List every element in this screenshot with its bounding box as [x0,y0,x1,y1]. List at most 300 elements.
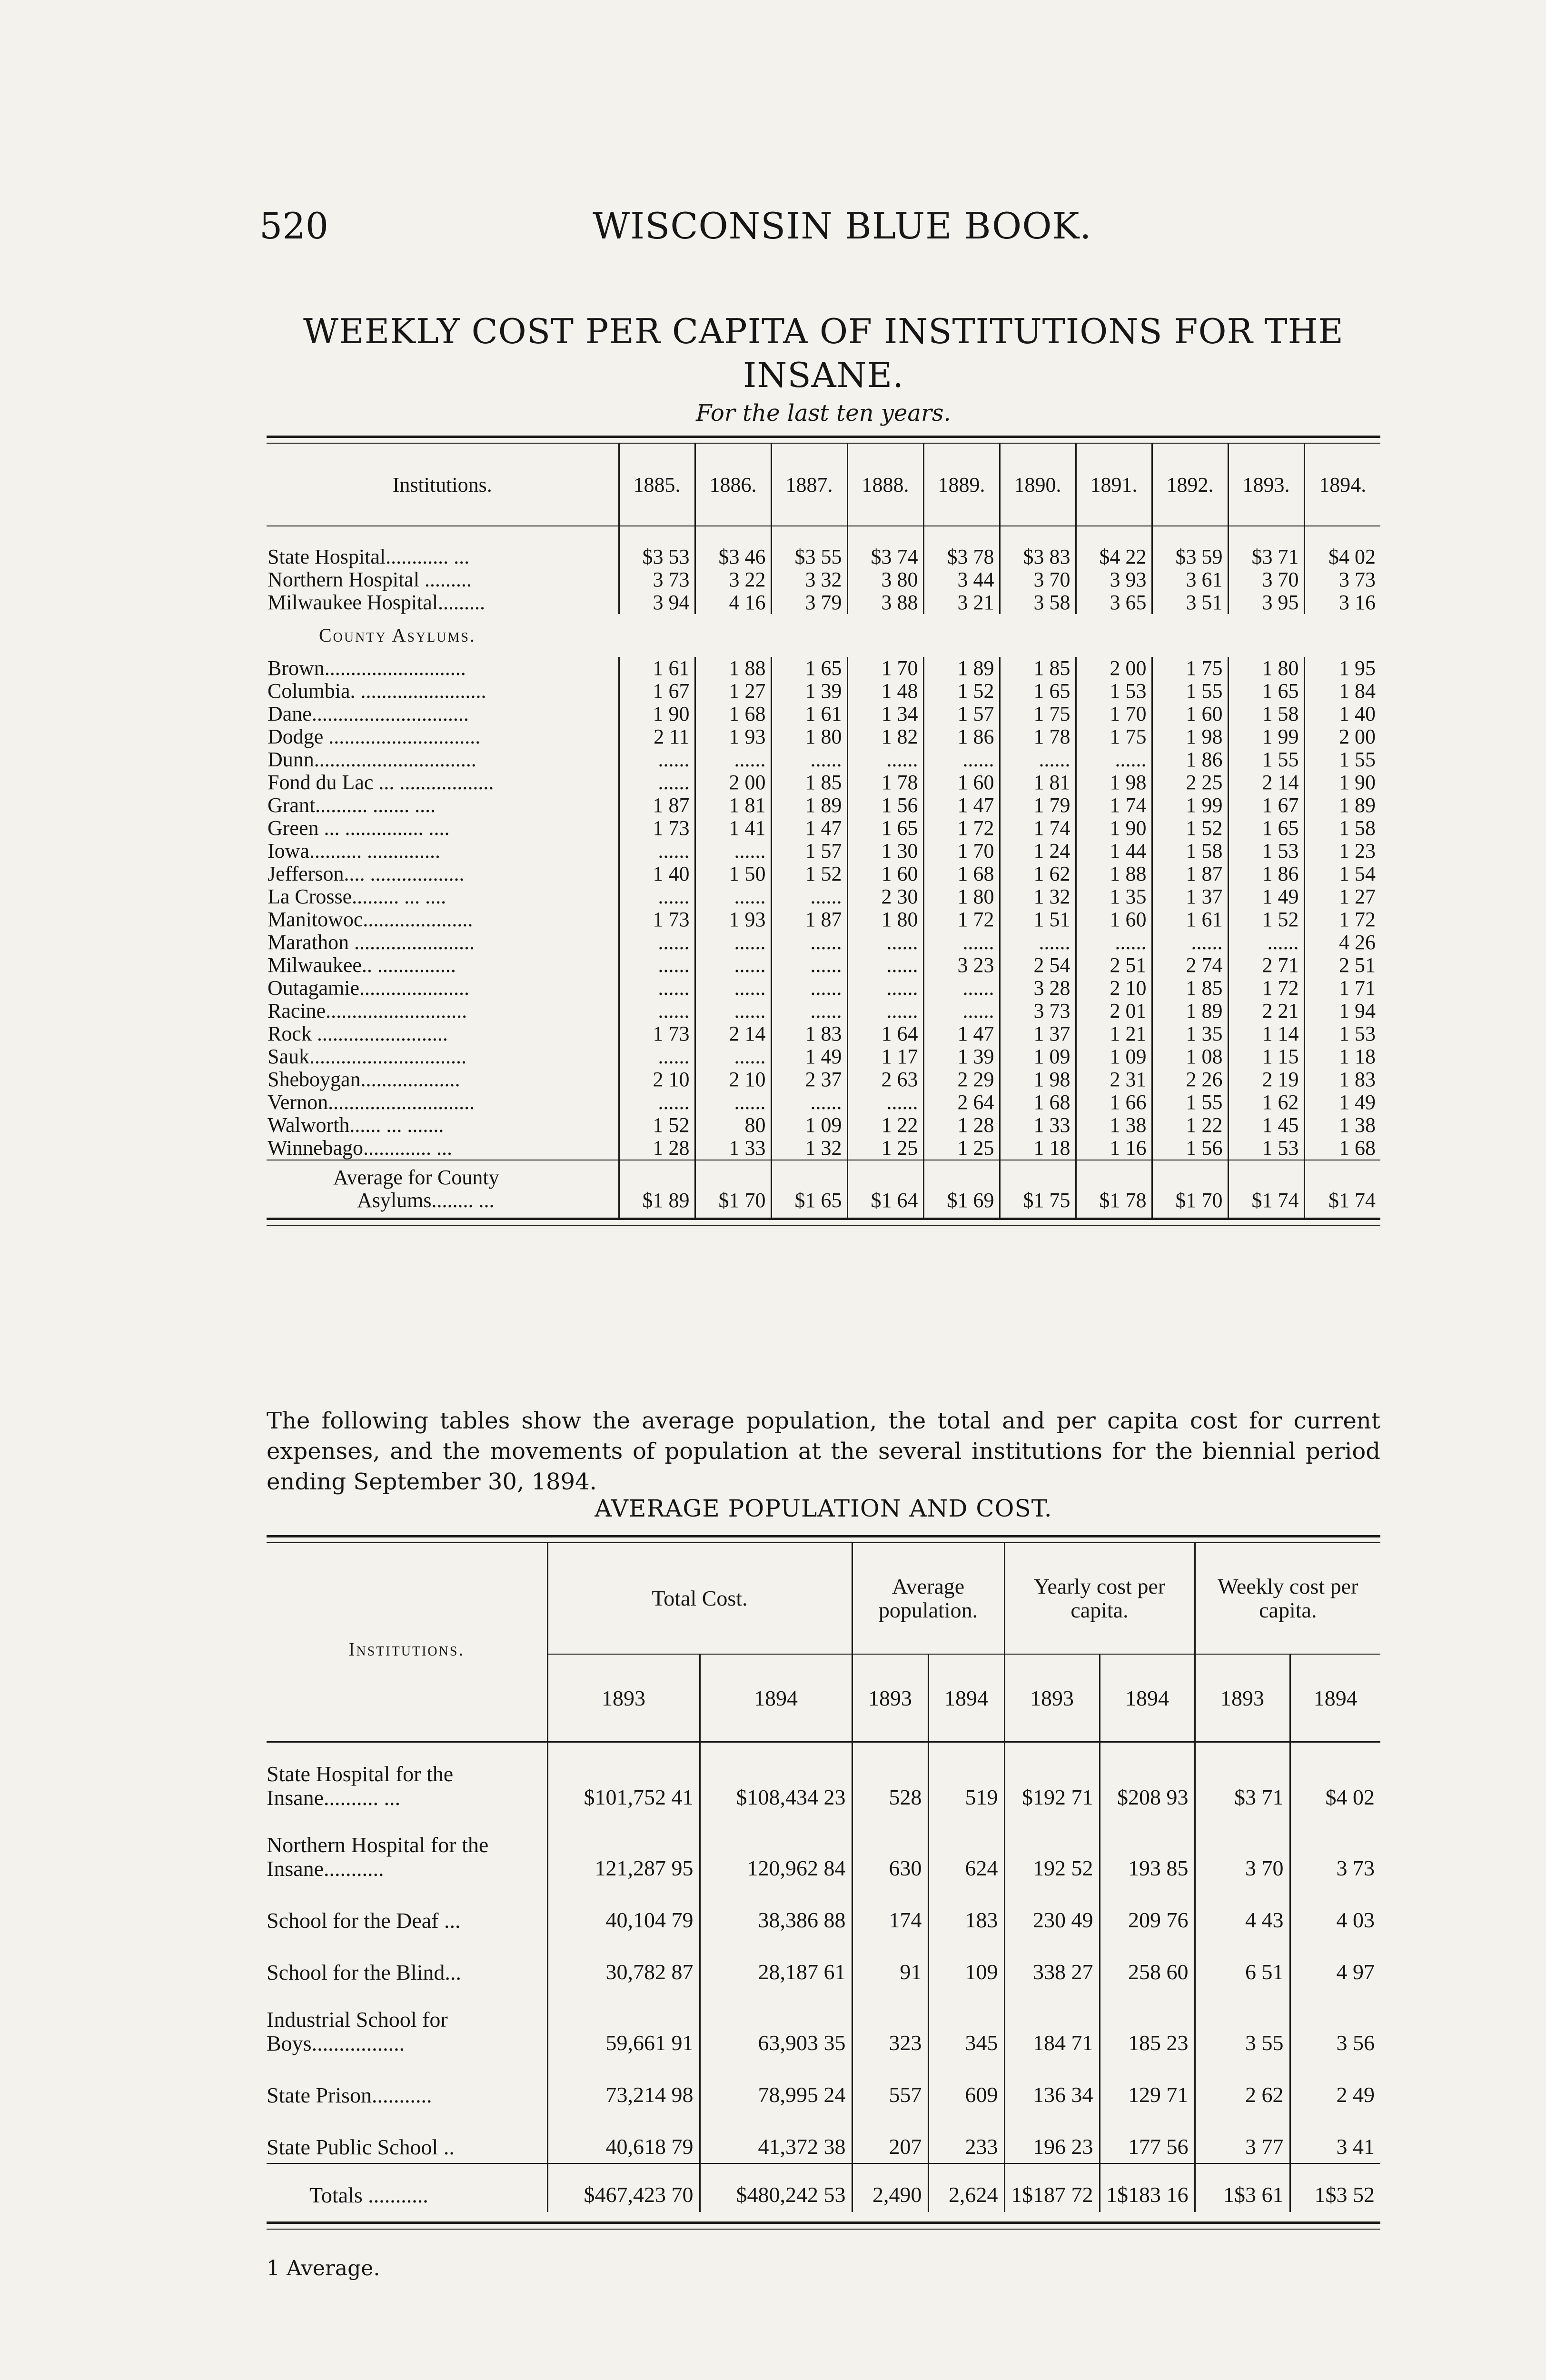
table-row [267,931,1380,954]
table-value: $4 02 [1290,1742,1380,1814]
cost-value: ...... [619,771,695,794]
cost-value: 1 93 [695,725,771,748]
cost-value: 1 88 [695,657,771,680]
cost-value: 1 86 [1152,748,1228,771]
table-value: 3 73 [1290,1814,1380,1884]
table-value: 40,104 79 [547,1884,700,1936]
cost-value: 1 27 [1304,885,1380,908]
table-value: 136 34 [1004,2059,1100,2111]
section-heading-row [267,614,1380,657]
table-row [267,817,1380,840]
cost-value: ...... [619,931,695,954]
running-title: WISCONSIN BLUE BOOK. [593,205,1092,247]
col-year: 1887. [771,444,847,526]
cost-value: ...... [771,977,847,1000]
cost-value: 1 70 [1076,703,1152,725]
cost-value: 1 47 [923,794,1000,817]
cost-value: ...... [923,931,1000,954]
table1-subtitle: For the last ten years. [696,400,951,426]
table-value: $3 71 [1195,1742,1290,1814]
cost-value: 1 55 [1152,680,1228,703]
spacer-cell [1228,1160,1304,1189]
col-year: 1890. [1000,444,1076,526]
cost-value: 1 89 [923,657,1000,680]
cost-value: ...... [847,1000,923,1022]
cost-value: 2 10 [695,1068,771,1091]
cost-value: 2 51 [1304,954,1380,977]
cost-value: 1 35 [1152,1022,1228,1045]
col-year: 1893 [1004,1654,1100,1742]
table-value: 345 [928,1988,1004,2059]
cost-value: 2 71 [1228,954,1304,977]
cost-value: 1 21 [1076,1022,1152,1045]
table-row [267,977,1380,1000]
cost-value: 1 33 [1000,1114,1076,1137]
table-value: 258 60 [1100,1936,1195,1988]
cost-value: $3 46 [695,545,771,568]
table-value: 174 [852,1884,928,1936]
cost-value: 1 47 [923,1022,1000,1045]
average-label: Asylums........ ... [357,1189,495,1212]
cost-value: 1 08 [1152,1045,1228,1068]
table1-body [267,526,1380,1218]
spacer-cell [1000,526,1076,545]
cost-value: 1 51 [1000,908,1076,931]
cost-value: 1 98 [1152,725,1228,748]
cost-value: 4 16 [695,591,771,614]
population-cost-table [267,1543,1380,2212]
table-row [267,908,1380,931]
cost-value: 1 18 [1000,1137,1076,1160]
cost-value: 1 45 [1228,1114,1304,1137]
cost-value: 1 84 [1304,680,1380,703]
spacer-cell [1152,526,1228,545]
cost-value: 2 63 [847,1068,923,1091]
cost-value: 3 70 [1228,568,1304,591]
county-name: Walworth...... ... ....... [268,1114,444,1137]
cost-value: 2 51 [1076,954,1152,977]
cost-value: 1 89 [771,794,847,817]
cost-value: 1 15 [1228,1045,1304,1068]
cost-value: 1 30 [847,840,923,863]
cost-value: 1 60 [923,771,1000,794]
cost-value: 1 72 [923,908,1000,931]
cost-value: ...... [619,840,695,863]
county-name: Green ... ............... .... [268,817,450,840]
cost-value: 1 68 [695,703,771,725]
cost-value: 2 30 [847,885,923,908]
average-row [267,1189,1380,1218]
county-name: Milwaukee.. ............... [268,954,456,977]
cost-value: 2 00 [1076,657,1152,680]
spacer-cell [771,526,847,545]
cost-value: 1 41 [695,817,771,840]
table-row [267,863,1380,885]
table-value: $192 71 [1004,1742,1100,1814]
cost-value: 3 21 [923,591,1000,614]
county-name: Outagamie..................... [268,977,470,1000]
cost-value: 1 38 [1304,1114,1380,1137]
spacer-cell [923,1160,1000,1189]
table-value: 2 62 [1195,2059,1290,2111]
cost-value: 3 65 [1076,591,1152,614]
table-value: 184 71 [1004,1988,1100,2059]
cost-value: 1 40 [619,863,695,885]
cost-value: 3 32 [771,568,847,591]
average-value: $1 65 [771,1189,847,1218]
footnote: 1 Average. [267,2256,380,2281]
cost-value: 1 89 [1152,1000,1228,1022]
cost-value: ...... [1000,748,1076,771]
cost-value: 1 67 [619,680,695,703]
totals-value: 1$3 61 [1195,2163,1290,2212]
cost-value: ...... [695,840,771,863]
cost-value: 1 40 [1304,703,1380,725]
cost-value: $4 22 [1076,545,1152,568]
cost-value: 2 00 [695,771,771,794]
table2-bottom-rule [267,2221,1380,2230]
table-row [267,680,1380,703]
county-name: Dodge ............................. [268,725,481,748]
institution-name: School for the Blind... [267,1960,461,1984]
county-name: La Crosse......... ... .... [268,885,446,908]
cost-value: 3 79 [771,591,847,614]
cost-value: $3 83 [1000,545,1076,568]
cost-value: 1 25 [847,1137,923,1160]
institution-name: Milwaukee Hospital......... [268,591,486,614]
county-name: Fond du Lac ... .................. [268,771,494,794]
cost-value: 1 47 [771,817,847,840]
table-value: 230 49 [1004,1884,1100,1936]
table-value: 30,782 87 [547,1936,700,1988]
cost-value: ...... [923,748,1000,771]
cost-value: ...... [695,885,771,908]
cost-value: 2 14 [695,1022,771,1045]
cost-value: 3 51 [1152,591,1228,614]
table-value: 323 [852,1988,928,2059]
col-year: 1886. [695,444,771,526]
table-value: 129 71 [1100,2059,1195,2111]
cost-value: 1 71 [1304,977,1380,1000]
institution-name: Northern Hospital for the Insane........... [267,1833,489,1881]
cost-value: 1 83 [1304,1068,1380,1091]
table-value: 233 [928,2111,1004,2163]
cost-value: 3 94 [619,591,695,614]
cost-value: ...... [847,748,923,771]
table-value: 2 49 [1290,2059,1380,2111]
cost-value: 1 73 [619,908,695,931]
cost-value: ...... [695,954,771,977]
spacer-cell [847,1160,923,1189]
cost-value: 1 74 [1000,817,1076,840]
col-year: 1894 [1290,1654,1380,1742]
table-value: 28,187 61 [700,1936,852,1988]
cost-value: 1 55 [1228,748,1304,771]
table-value: 207 [852,2111,928,2163]
county-name: Grant.......... ....... .... [268,794,436,817]
cost-value: 1 90 [1304,771,1380,794]
table-value: 183 [928,1884,1004,1936]
table-value: 609 [928,2059,1004,2111]
cost-value: ...... [619,954,695,977]
cost-value: 1 28 [923,1114,1000,1137]
table-value: 557 [852,2059,928,2111]
cost-value: ...... [1000,931,1076,954]
cost-value: 1 60 [1076,908,1152,931]
county-name: Racine........................... [268,1000,467,1022]
table2-title: AVERAGE POPULATION AND COST. [595,1495,1052,1522]
col-year: 1885. [619,444,695,526]
cost-value: ...... [1076,748,1152,771]
cost-value: $3 78 [923,545,1000,568]
cost-value: 1 90 [1076,817,1152,840]
col-year: 1892. [1152,444,1228,526]
cost-value: 1 75 [1152,657,1228,680]
table-row [267,568,1380,591]
institution-name: State Prison........... [267,2083,432,2107]
average-value: $1 78 [1076,1189,1152,1218]
spacer-cell [1228,526,1304,545]
table-row [267,725,1380,748]
cost-value: 1 85 [771,771,847,794]
table-value: 3 56 [1290,1988,1380,2059]
spacer-cell [619,526,695,545]
spacer-cell [1000,1160,1076,1189]
cost-value: 2 54 [1000,954,1076,977]
county-name: Sheboygan................... [268,1068,460,1091]
spacer-cell [1076,1160,1152,1189]
table2 [267,1535,1380,2230]
cost-value: ...... [695,931,771,954]
col-year: 1893 [852,1654,928,1742]
cost-value: 1 52 [1228,908,1304,931]
county-name: Sauk.............................. [268,1045,466,1068]
cost-value: $3 53 [619,545,695,568]
table-value: 91 [852,1936,928,1988]
table-row [267,1814,1380,1884]
cost-value: 1 54 [1304,863,1380,885]
table-value: 528 [852,1742,928,1814]
cost-value: 1 68 [1304,1137,1380,1160]
col-year: 1894 [928,1654,1004,1742]
cost-value: 3 70 [1000,568,1076,591]
cost-value: 1 86 [1228,863,1304,885]
cost-value: 1 75 [1076,725,1152,748]
cost-value: 1 55 [1152,1091,1228,1114]
cost-value: 1 57 [923,703,1000,725]
cost-value: ...... [771,1091,847,1114]
page-number: 520 [259,205,329,247]
cost-value: 1 80 [847,908,923,931]
cost-value: 1 70 [923,840,1000,863]
cost-value: 1 55 [1304,748,1380,771]
spacer-row [267,526,1380,545]
col-institutions: Institutions. [267,444,619,526]
cost-value: 1 38 [1076,1114,1152,1137]
cost-value: 2 00 [1304,725,1380,748]
table-value: 4 43 [1195,1884,1290,1936]
page-header [259,205,1402,262]
cost-value: 1 78 [847,771,923,794]
cost-value: ...... [619,1045,695,1068]
cost-value: 1 52 [619,1114,695,1137]
cost-value: 1 98 [1076,771,1152,794]
table-row [267,954,1380,977]
totals-value: $480,242 53 [700,2163,852,2212]
table-value: 519 [928,1742,1004,1814]
cost-value: 3 61 [1152,568,1228,591]
spacer-cell [695,1160,771,1189]
table1-title [267,309,1380,397]
table-row [267,1137,1380,1160]
cost-value: 1 33 [695,1137,771,1160]
table-value: 4 97 [1290,1936,1380,1988]
cost-value: 1 53 [1228,840,1304,863]
cost-value: 2 37 [771,1068,847,1091]
county-asylums-heading: County Asylums. [319,625,476,646]
cost-value: 3 93 [1076,568,1152,591]
spacer-cell [1304,1160,1380,1189]
cost-value: 1 52 [923,680,1000,703]
cost-value: 1 74 [1076,794,1152,817]
cost-value: 1 80 [771,725,847,748]
table1-header-row [267,444,1380,526]
cost-value: 2 25 [1152,771,1228,794]
cost-value: 1 32 [771,1137,847,1160]
cost-value: ...... [619,885,695,908]
group-total-cost: Total Cost. [547,1543,852,1654]
cost-value: 1 28 [619,1137,695,1160]
cost-value: 1 53 [1076,680,1152,703]
cost-value: 2 29 [923,1068,1000,1091]
cost-value: 1 23 [1304,840,1380,863]
institution-name: Industrial School for Boys................. [267,2007,448,2055]
cost-value: 1 49 [1304,1091,1380,1114]
cost-value: ...... [619,1000,695,1022]
cost-value: 1 52 [771,863,847,885]
cost-value: 1 80 [1228,657,1304,680]
cost-value: 1 22 [847,1114,923,1137]
table-row [267,1114,1380,1137]
cost-value: 1 99 [1152,794,1228,817]
table-row [267,771,1380,794]
cost-value: 1 24 [1000,840,1076,863]
cost-value: 3 73 [1304,568,1380,591]
cost-value: 1 22 [1152,1114,1228,1137]
cost-value: 1 60 [847,863,923,885]
cost-value: 1 94 [1304,1000,1380,1022]
cost-value: ...... [1152,931,1228,954]
cost-value: 1 86 [923,725,1000,748]
cost-value: 1 89 [1304,794,1380,817]
totals-value: 1$3 52 [1290,2163,1380,2212]
cost-value: 2 01 [1076,1000,1152,1022]
totals-value: $467,423 70 [547,2163,700,2212]
county-name: Winnebago............. ... [268,1137,453,1160]
cost-value: ...... [771,885,847,908]
col-year: 1894. [1304,444,1380,526]
cost-value: $3 55 [771,545,847,568]
col-year: 1893 [1195,1654,1290,1742]
cost-value: 2 21 [1228,1000,1304,1022]
cost-value: 1 87 [619,794,695,817]
table-value: 121,287 95 [547,1814,700,1884]
cost-value: 1 27 [695,680,771,703]
county-name: Columbia. ........................ [268,680,486,703]
cost-value: 1 53 [1304,1022,1380,1045]
cost-value: 4 26 [1304,931,1380,954]
cost-value: 1 73 [619,1022,695,1045]
table1-title-line2: INSANE. [743,355,904,395]
institution-name: School for the Deaf ... [267,1908,461,1933]
cost-value: 1 64 [847,1022,923,1045]
col-year: 1891. [1076,444,1152,526]
cost-value: ...... [847,977,923,1000]
col-institutions: Institutions. [267,1543,547,1742]
cost-value: 1 66 [1076,1091,1152,1114]
cost-value: 1 88 [1076,863,1152,885]
table-value: $101,752 41 [547,1742,700,1814]
cost-value: 1 37 [1152,885,1228,908]
col-year: 1888. [847,444,923,526]
cost-value: $3 59 [1152,545,1228,568]
cost-value: 1 17 [847,1045,923,1068]
table-value: 78,995 24 [700,2059,852,2111]
cost-value: 3 95 [1228,591,1304,614]
table-row [267,794,1380,817]
cost-value: 1 72 [923,817,1000,840]
table-row [267,1884,1380,1936]
cost-value: 1 73 [619,817,695,840]
cost-value: ...... [695,977,771,1000]
cost-value: 3 88 [847,591,923,614]
table-value: 209 76 [1100,1884,1195,1936]
cost-value: ...... [1228,931,1304,954]
table-row [267,703,1380,725]
table-value: 193 85 [1100,1814,1195,1884]
totals-value: 2,624 [928,2163,1004,2212]
table1-bottom-rule [267,1218,1380,1226]
table2-body [267,1742,1380,2212]
county-name: Vernon............................ [268,1091,475,1114]
institution-name: State Hospital............ ... [268,545,470,568]
cost-value: 1 09 [771,1114,847,1137]
county-name: Jefferson.... .................. [268,863,465,885]
cost-value: 2 14 [1228,771,1304,794]
cost-value: 1 80 [923,885,1000,908]
average-value: $1 74 [1228,1189,1304,1218]
cost-value: 2 10 [619,1068,695,1091]
spacer-cell [1152,1160,1228,1189]
cost-value: 1 98 [1000,1068,1076,1091]
cost-value: 1 87 [771,908,847,931]
cost-value: 1 65 [1228,817,1304,840]
table-value: 59,661 91 [547,1988,700,2059]
table-value: 3 55 [1195,1988,1290,2059]
cost-value: 1 58 [1152,840,1228,863]
cost-value: 1 57 [771,840,847,863]
group-average-population: Average population. [852,1543,1004,1654]
cost-value: ...... [923,1000,1000,1022]
spacer-cell [771,1160,847,1189]
intro-paragraph: The following tables show the average population, the total and per capita cost for current expenses, and the movements of population at the several institutions for the biennial period ending September 30, 1894. [267,1408,1380,1495]
cost-value: 1 72 [1304,908,1380,931]
cost-value: 1 68 [923,863,1000,885]
cost-value: $4 02 [1304,545,1380,568]
cost-value: 3 44 [923,568,1000,591]
spacer-cell [847,526,923,545]
cost-value: 1 34 [847,703,923,725]
